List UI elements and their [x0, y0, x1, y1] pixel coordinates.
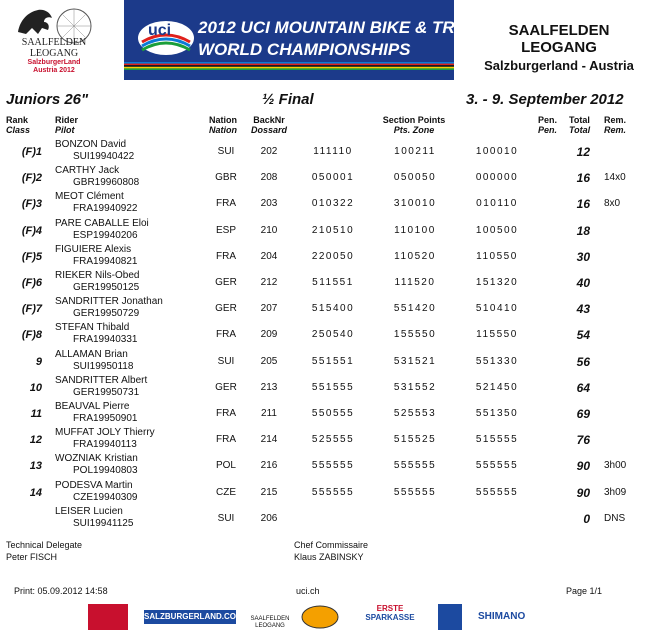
total-cell: 76 — [576, 433, 590, 448]
col-rem-sublabel: Rem. — [604, 125, 627, 135]
shimano-sponsor-logo: SHIMANO — [478, 611, 526, 622]
zone3-points: 115550 — [476, 329, 518, 341]
zone2-points: 100211 — [394, 146, 436, 157]
zone1-points: 210510 — [311, 224, 355, 236]
category-title: Juniors 26" — [6, 91, 89, 108]
logo-left-text: SAALFELDEN LEOGANG — [21, 37, 87, 59]
rider-uci-id: SUI19940422 — [73, 151, 135, 162]
zone2-points: 551420 — [393, 303, 437, 315]
logo-left-subtext: SalzburgerLand Austria 2012 — [27, 59, 81, 74]
backnr-cell: 213 — [260, 381, 278, 393]
table-row — [0, 349, 650, 375]
zone2-points: 531552 — [393, 381, 437, 393]
zone1-points: 050001 — [311, 172, 355, 184]
rider-uci-id: FRA19940331 — [73, 334, 138, 346]
rider-uci-id: GBR19960808 — [73, 177, 140, 189]
zone1-points: 111110 — [313, 146, 353, 157]
col-rem-label: Rem. — [604, 115, 627, 125]
saalfelden-leogang-logo — [4, 4, 122, 80]
col-pen-header — [538, 115, 557, 135]
backnr-cell: 203 — [260, 198, 278, 210]
zone1-points: 220050 — [311, 250, 355, 262]
print-timestamp: Print: 05.09.2012 14:58 — [14, 586, 108, 596]
total-cell: 64 — [576, 380, 590, 395]
zone2-points: 050050 — [393, 172, 437, 184]
col-section-header — [378, 115, 450, 135]
col-nation-header — [209, 115, 237, 135]
zone2-points: 555555 — [393, 460, 437, 472]
rider-uci-id: SUI19941125 — [73, 517, 134, 529]
rider-name: MUFFAT JOLY Thierry — [55, 427, 155, 439]
erste-text: ERSTE — [376, 604, 404, 613]
col-backnr-label: BackNr — [253, 115, 285, 125]
salzburgerland-sponsor-logo: SALZBURGERLAND.COM — [144, 610, 236, 624]
rank-cell: (F)1 — [21, 146, 42, 158]
table-row — [0, 375, 650, 401]
nation-cell: SUI — [217, 512, 235, 524]
zone3-points: 515555 — [475, 434, 519, 446]
backnr-cell: 202 — [260, 146, 278, 157]
venue-block — [470, 22, 648, 73]
zone1-points: 555555 — [311, 460, 355, 472]
total-cell: 0 — [583, 511, 590, 526]
col-rank-sublabel: Class — [6, 125, 31, 135]
rider-name: SANDRITTER Jonathan — [55, 296, 163, 308]
backnr-cell: 210 — [260, 224, 278, 236]
col-pen-label: Pen. — [538, 115, 558, 125]
remark-cell: 8x0 — [604, 198, 621, 210]
col-total-sublabel: Total — [569, 125, 591, 135]
rider-name: RIEKER Nils-Obed — [55, 270, 140, 281]
venue-region: Salzburgerland - Austria — [484, 58, 634, 73]
zone3-points: 000000 — [475, 172, 519, 184]
rider-uci-id: GER19950729 — [73, 308, 140, 320]
nation-cell: GER — [215, 303, 237, 315]
zone3-points: 510410 — [475, 303, 519, 315]
backnr-cell: 211 — [261, 408, 277, 419]
col-section-sublabel: Pts. Zone — [393, 125, 435, 135]
rank-cell: (F)4 — [21, 224, 42, 237]
uci-site-link[interactable]: uci.ch — [296, 586, 320, 596]
venue-name: SAALFELDEN LEOGANG — [508, 22, 610, 56]
rider-name: CARTHY Jack — [55, 165, 120, 177]
rider-uci-id: POL19940803 — [73, 465, 138, 477]
erste-sparkasse-sponsor-logo — [362, 604, 418, 630]
backnr-cell: 214 — [260, 434, 278, 446]
zone3-points: 151320 — [475, 277, 519, 288]
zone2-points: 111520 — [394, 277, 436, 288]
rider-uci-id: SUI19950118 — [73, 360, 134, 372]
zone3-points: 521450 — [475, 381, 519, 393]
table-row — [0, 244, 650, 270]
zone1-points: 551555 — [311, 381, 355, 393]
table-row — [0, 453, 650, 479]
zone3-points: 010110 — [476, 198, 518, 210]
rider-name: STEFAN Thibald — [55, 322, 130, 334]
zone3-points: 555555 — [475, 486, 519, 498]
total-cell: 16 — [576, 197, 590, 212]
total-cell: 18 — [576, 223, 590, 238]
technical-delegate-name: Peter FISCH — [6, 552, 58, 562]
rider-name: ALLAMAN Brian — [55, 348, 128, 360]
col-rider-label: Rider — [55, 115, 79, 125]
col-total-header — [569, 115, 590, 135]
table-row — [0, 165, 650, 191]
zone1-points: 250540 — [311, 329, 355, 341]
nation-cell: GBR — [215, 172, 237, 184]
table-row — [0, 218, 650, 244]
rider-uci-id: FRA19950901 — [73, 413, 138, 424]
rider-name: BEAUVAL Pierre — [55, 401, 130, 412]
backnr-cell: 215 — [260, 486, 278, 498]
col-section-label: Section Points — [382, 115, 446, 125]
rider-uci-id: CZE19940309 — [73, 491, 138, 503]
zone2-points: 155550 — [393, 329, 437, 341]
table-row — [0, 322, 650, 348]
total-cell: 12 — [576, 145, 590, 159]
nation-cell: GER — [215, 381, 237, 393]
technical-delegate-label: Technical Delegate — [6, 540, 83, 550]
total-cell: 69 — [576, 407, 590, 421]
zone2-points: 110520 — [394, 250, 436, 262]
zone2-points: 525553 — [393, 408, 437, 419]
zone1-points: 511551 — [312, 277, 354, 288]
rider-name: FIGUIERE Alexis — [55, 243, 132, 255]
nation-cell: GER — [215, 277, 237, 288]
col-rider-sublabel: Pilot — [55, 125, 75, 135]
zone3-points: 100010 — [475, 146, 519, 157]
rider-uci-id: GER19950731 — [73, 386, 140, 398]
remark-cell: 14x0 — [604, 172, 626, 184]
rank-cell: (F)2 — [21, 172, 42, 185]
rider-uci-id: FRA19940113 — [73, 439, 137, 451]
total-cell: 90 — [576, 485, 590, 500]
col-rem-header — [604, 115, 626, 135]
table-row — [0, 427, 650, 453]
circle-badge-icon — [300, 604, 340, 630]
banner-title-line2: WORLD CHAMPIONSHIPS — [198, 40, 411, 59]
table-row — [0, 270, 650, 296]
rank-cell: 12 — [29, 434, 42, 447]
zone1-points: 525555 — [311, 434, 355, 446]
col-backnr-sublabel: Dossard — [251, 125, 288, 135]
backnr-cell: 212 — [260, 277, 278, 288]
rider-name: PODESVA Martin — [55, 479, 133, 491]
rider-name: LEISER Lucien — [55, 505, 123, 517]
table-row — [0, 139, 650, 165]
rank-cell: (F)3 — [21, 198, 42, 211]
zone1-points: 010322 — [311, 198, 355, 210]
championship-banner — [124, 0, 494, 80]
zone3-points: 555555 — [475, 460, 519, 472]
remark-cell: DNS — [604, 512, 626, 524]
zone2-points: 110100 — [394, 224, 436, 236]
total-cell: 43 — [576, 302, 590, 317]
table-row — [0, 401, 650, 427]
rank-cell: (F)5 — [21, 250, 42, 263]
total-cell: 16 — [576, 171, 590, 186]
nation-cell: FRA — [216, 250, 236, 262]
nation-cell: FRA — [216, 434, 236, 446]
sparkasse-text: SPARKASSE — [365, 613, 415, 622]
event-dates: 3. - 9. September 2012 — [466, 91, 624, 108]
zone2-points: 531521 — [393, 355, 437, 367]
zone2-points: 555555 — [393, 486, 437, 498]
zone3-points: 551350 — [475, 408, 519, 419]
zone3-points: 100500 — [475, 224, 519, 236]
banner-title-line1: 2012 UCI MOUNTAIN BIKE & TRIALS — [198, 18, 494, 37]
rider-name: BONZON David — [55, 139, 127, 150]
rank-cell: (F)8 — [21, 329, 42, 342]
rider-name: WOZNIAK Kristian — [55, 453, 138, 465]
zone1-points: 550555 — [311, 408, 355, 419]
rank-cell: 14 — [29, 486, 42, 499]
total-cell: 56 — [576, 354, 590, 369]
total-cell: 90 — [576, 459, 590, 474]
austria-2012-sponsor-logo — [88, 604, 128, 630]
nation-cell: FRA — [216, 198, 236, 210]
rider-uci-id: ESP19940206 — [73, 229, 138, 241]
nation-cell: POL — [215, 460, 236, 472]
page-number: Page 1/1 — [566, 586, 603, 596]
backnr-cell: 208 — [260, 172, 278, 184]
col-rank-header — [6, 115, 30, 135]
rider-uci-id: FRA19940821 — [73, 255, 138, 267]
nation-cell: SUI — [217, 355, 235, 367]
table-row — [0, 480, 650, 506]
col-pen-sublabel: Pen. — [538, 125, 558, 135]
zone3-points: 551330 — [475, 355, 519, 367]
rainbow-stripes — [124, 62, 454, 70]
rider-uci-id: GER19950125 — [73, 282, 140, 293]
chef-commissaire-label: Chef Commissaire — [294, 540, 369, 550]
rank-cell: 11 — [30, 408, 42, 420]
col-backnr-header — [251, 115, 287, 135]
rank-cell: 9 — [35, 355, 42, 368]
total-cell: 54 — [576, 328, 590, 343]
zone2-points: 310010 — [393, 198, 437, 210]
backnr-cell: 206 — [260, 512, 278, 524]
total-cell: 30 — [576, 249, 590, 264]
rider-name: SANDRITTER Albert — [55, 374, 148, 386]
nation-cell: ESP — [215, 224, 236, 236]
backnr-cell: 205 — [260, 355, 278, 367]
backnr-cell: 209 — [260, 329, 278, 341]
rider-name: PARE CABALLE Eloi — [55, 217, 149, 229]
rider-name: MEOT Clément — [55, 191, 124, 203]
nation-cell: SUI — [217, 146, 235, 157]
nation-cell: FRA — [216, 408, 236, 419]
remark-cell: 3h00 — [604, 460, 627, 472]
chef-commissaire-name: Klaus ZABINSKY — [294, 552, 364, 562]
table-row — [0, 191, 650, 217]
rank-cell: (F)7 — [21, 303, 42, 316]
zone3-points: 110550 — [476, 250, 518, 262]
uci-logo-text: uci — [148, 22, 172, 39]
table-row — [0, 506, 650, 532]
zone1-points: 551551 — [311, 355, 355, 367]
backnr-cell: 216 — [260, 460, 278, 472]
col-nation-sublabel: Nation — [209, 125, 237, 135]
rank-cell: 10 — [29, 381, 42, 394]
zone1-points: 555555 — [311, 486, 355, 498]
rider-uci-id: FRA19940922 — [73, 203, 138, 215]
rank-cell: (F)6 — [21, 277, 42, 289]
nation-cell: CZE — [216, 486, 236, 498]
saalfelden-sponsor-logo: SAALFELDEN LEOGANG — [250, 616, 290, 629]
round-title: ½ Final — [262, 91, 314, 108]
backnr-cell: 207 — [260, 303, 278, 315]
mountain-sponsor-logo — [438, 604, 462, 630]
remark-cell: 3h09 — [604, 486, 627, 498]
rank-cell: 13 — [29, 460, 42, 473]
col-total-label: Total — [569, 115, 590, 125]
nation-cell: FRA — [216, 329, 236, 341]
col-rider-header — [55, 115, 78, 135]
col-nation-label: Nation — [209, 115, 237, 125]
backnr-cell: 204 — [260, 250, 278, 262]
zone1-points: 515400 — [311, 303, 355, 315]
total-cell: 40 — [576, 276, 590, 290]
leogang-bike-sponsor-logo — [300, 604, 340, 630]
zone2-points: 515525 — [393, 434, 437, 446]
table-row — [0, 296, 650, 322]
col-rank-label: Rank — [6, 115, 29, 125]
